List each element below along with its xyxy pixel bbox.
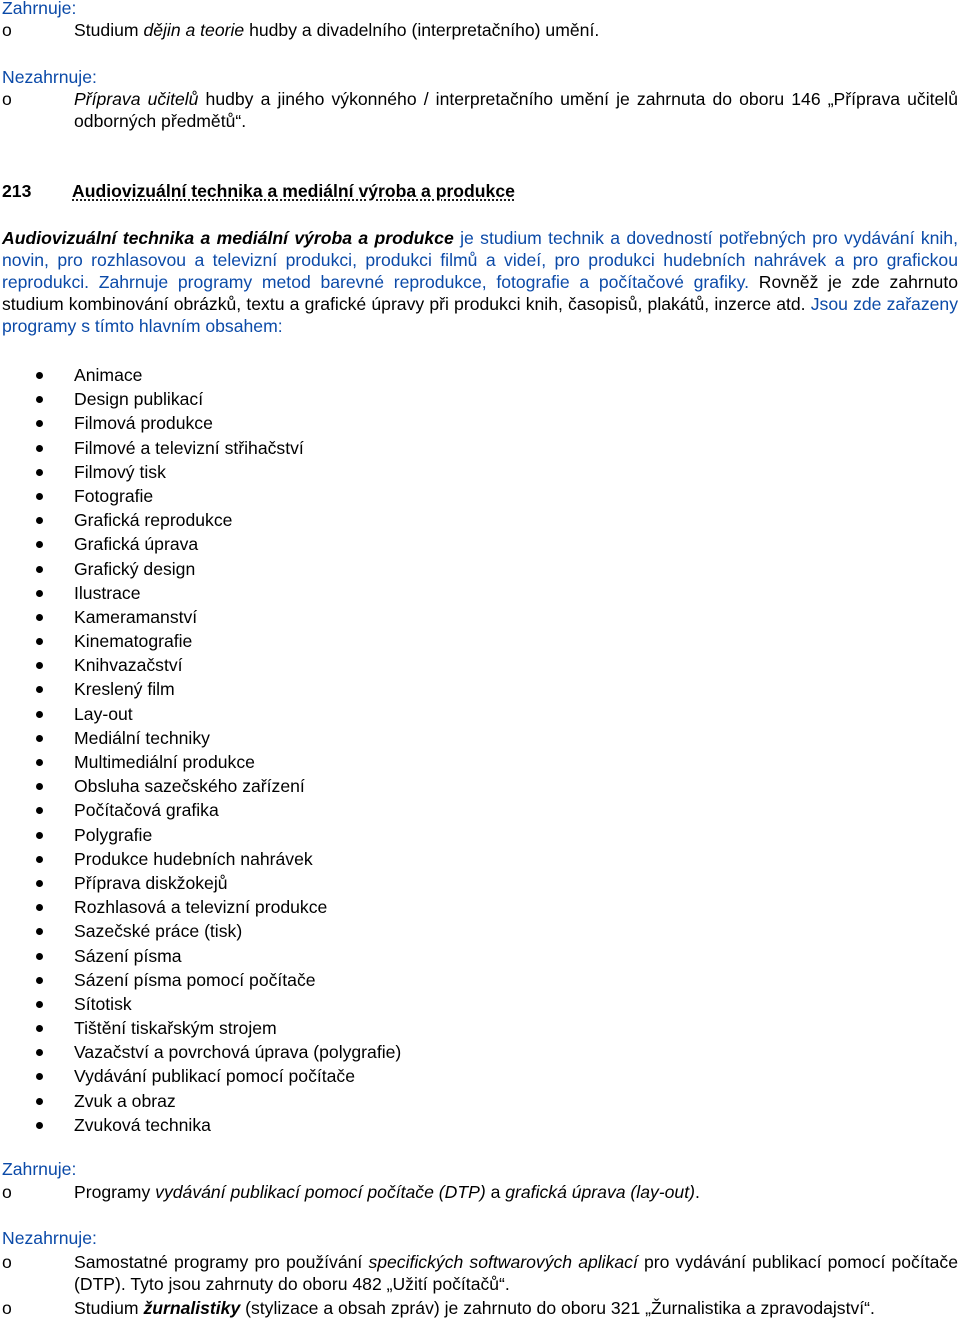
program-name: Multimediální produkce xyxy=(74,752,255,772)
bullet-icon xyxy=(36,614,43,621)
bullet-icon xyxy=(36,759,43,766)
list-item xyxy=(2,363,958,387)
list-item: o Studium dějin a teorie hudby a divadelního (interpretačního) umění. xyxy=(2,20,600,40)
program-name: Ilustrace xyxy=(74,582,141,603)
bullet-icon xyxy=(36,372,43,379)
bullet-icon xyxy=(36,807,43,814)
program-name: Sázení písma xyxy=(74,945,182,966)
program-name: Produkce hudebních nahrávek xyxy=(74,848,313,869)
bullet-icon xyxy=(36,832,43,839)
list-item: o Programy vydávání publikací pomocí počítače (DTP) a grafická úprava (lay-out). xyxy=(2,1182,700,1202)
program-name: Kameramanství xyxy=(74,606,198,627)
program-name: Mediální techniky xyxy=(74,727,210,748)
list-item: o Samostatné programy pro používání specifických softwarových aplikací pro vydávání publikací pomocí počítače (DTP). Tyto jsou zahrnuty do oboru 482 „Užití počítačů“. xyxy=(2,1252,958,1294)
list-item xyxy=(2,871,958,895)
excludes-block-2 xyxy=(2,1227,958,1319)
program-name: Rozhlasová a televizní produkce xyxy=(74,897,328,918)
excludes-label: Nezahrnuje: xyxy=(2,1228,97,1248)
bullet-icon xyxy=(36,1049,43,1056)
section-heading xyxy=(2,180,958,202)
bullet-icon xyxy=(36,1025,43,1032)
bullet-icon xyxy=(36,783,43,790)
bullet-icon xyxy=(36,735,43,742)
program-name: Sázení písma pomocí počítače xyxy=(74,969,316,990)
list-item xyxy=(2,436,958,460)
list-marker: o xyxy=(2,89,12,109)
program-name: Polygrafie xyxy=(74,824,153,845)
programs-list-block xyxy=(2,363,958,1137)
program-name: Vazačství a povrchová úprava (polygrafie) xyxy=(74,1042,402,1063)
program-name: Grafická reprodukce xyxy=(74,510,233,531)
bullet-icon xyxy=(36,686,43,693)
list-item xyxy=(2,411,958,435)
includes-label: Zahrnuje: xyxy=(2,0,77,18)
section-title-text: Audiovizuální technika a mediální výroba a produkce xyxy=(72,181,515,201)
list-item xyxy=(2,557,958,581)
list-item xyxy=(2,944,958,968)
list-item xyxy=(2,1016,958,1040)
bullet-icon xyxy=(36,1073,43,1080)
program-name: Fotografie xyxy=(74,485,154,506)
list-item xyxy=(2,798,958,822)
list-item: o Studium žurnalistiky (stylizace a obsah zpráv) je zahrnuto do oboru 321 „Žurnalistika a zpravodajství“. xyxy=(2,1298,875,1318)
bullet-icon xyxy=(36,541,43,548)
bullet-icon xyxy=(36,662,43,669)
program-name: Knihvazačství xyxy=(74,655,183,676)
list-item: o Příprava učitelů hudby a jiného výkonného / interpretačního umění je zahrnuta do oboru 146 „Příprava učitelů odborných předmětů“. xyxy=(2,89,958,131)
list-item xyxy=(2,677,958,701)
program-name: Filmová produkce xyxy=(74,413,213,434)
list-item xyxy=(2,605,958,629)
program-name: Zvuková technika xyxy=(74,1114,211,1135)
program-name: Počítačová grafika xyxy=(74,800,219,821)
list-item xyxy=(2,823,958,847)
list-item xyxy=(2,750,958,774)
list-marker: o xyxy=(2,1182,12,1202)
program-name: Zvuk a obraz xyxy=(74,1090,176,1111)
program-name: Lay-out xyxy=(74,703,133,724)
bullet-icon xyxy=(36,566,43,573)
bullet-icon xyxy=(36,880,43,887)
list-marker: o xyxy=(2,1298,12,1318)
bullet-icon xyxy=(36,977,43,984)
list-item xyxy=(2,460,958,484)
list-item xyxy=(2,629,958,653)
list-item xyxy=(2,774,958,798)
includes-block-2 xyxy=(2,1158,958,1203)
bullet-icon xyxy=(36,590,43,597)
bullet-icon xyxy=(36,517,43,524)
list-item xyxy=(2,581,958,605)
program-name: Grafická úprava xyxy=(74,534,199,555)
program-name: Tištění tiskařským strojem xyxy=(74,1018,277,1039)
bullet-icon xyxy=(36,856,43,863)
bullet-icon xyxy=(36,1098,43,1105)
list-item xyxy=(2,992,958,1016)
bullet-icon xyxy=(36,396,43,403)
bullet-icon xyxy=(36,711,43,718)
section-paragraph xyxy=(2,227,958,337)
bullet-icon xyxy=(36,1122,43,1129)
list-item xyxy=(2,968,958,992)
list-marker: o xyxy=(2,1252,12,1272)
list-item xyxy=(2,1089,958,1113)
program-name: Kreslený film xyxy=(74,679,175,700)
program-name: Grafický design xyxy=(74,558,196,579)
program-name: Design publikací xyxy=(74,389,204,410)
bullet-icon xyxy=(36,904,43,911)
includes-block-1 xyxy=(2,0,958,41)
list-item xyxy=(2,847,958,871)
bullet-icon xyxy=(36,1001,43,1008)
list-item xyxy=(2,653,958,677)
bullet-icon xyxy=(36,445,43,452)
section-title xyxy=(2,180,958,202)
excludes-block-1 xyxy=(2,66,958,132)
list-item xyxy=(2,1040,958,1064)
list-marker: o xyxy=(2,20,12,40)
list-item xyxy=(2,919,958,943)
program-name: Příprava diskžokejů xyxy=(74,872,228,893)
program-name: Filmový tisk xyxy=(74,461,166,482)
paragraph-term: Audiovizuální technika a mediální výroba a produkce xyxy=(2,228,454,248)
list-item xyxy=(2,702,958,726)
program-name: Kinematografie xyxy=(74,631,193,652)
program-name: Animace xyxy=(74,365,143,385)
description-paragraph: Audiovizuální technika a mediální výroba a produkce je studium technik a dovedností potřebných pro vydávání knih, novin, pro rozhlasovou a televizní produkci, produkci filmů a videí, pro produkci hudebních nahrávek a pro grafickou reprodukci. Zahrnuje programy metod barevné reprodukce, fotografie a počítačové grafiky. Rovněž je zde zahrnuto studium kombinování obrázků, textu a grafické úpravy při produkci knih, časopisů, plakátů, inzerce atd. Jsou zde zařazeny programy s tímto hlavním obsahem: xyxy=(2,228,958,336)
list-item xyxy=(2,484,958,508)
program-name: Obsluha sazečského zařízení xyxy=(74,776,305,797)
list-item xyxy=(2,1064,958,1088)
list-item xyxy=(2,1113,958,1137)
list-item xyxy=(2,895,958,919)
bullet-icon xyxy=(36,953,43,960)
section-number: 213 xyxy=(2,181,32,201)
list-item xyxy=(2,532,958,556)
includes-label: Zahrnuje: xyxy=(2,1159,77,1179)
bullet-icon xyxy=(36,420,43,427)
bullet-icon xyxy=(36,469,43,476)
bullet-icon xyxy=(36,493,43,500)
list-item xyxy=(2,387,958,411)
program-name: Filmové a televizní střihačství xyxy=(74,437,304,458)
programs-list xyxy=(2,363,958,1137)
excludes-label: Nezahrnuje: xyxy=(2,67,97,87)
bullet-icon xyxy=(36,928,43,935)
bullet-icon xyxy=(36,638,43,645)
program-name: Sazečské práce (tisk) xyxy=(74,921,243,942)
program-name: Sítotisk xyxy=(74,993,132,1014)
program-name: Vydávání publikací pomocí počítače xyxy=(74,1066,356,1087)
list-item xyxy=(2,726,958,750)
list-item xyxy=(2,508,958,532)
